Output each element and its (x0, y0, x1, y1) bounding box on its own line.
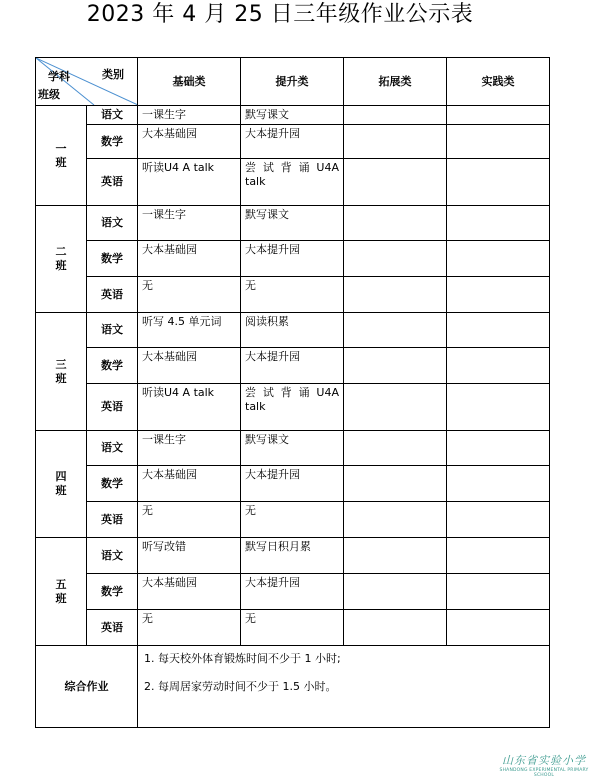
improve-task-line: talk (245, 400, 266, 413)
summary-item: 1. 每天校外体育锻炼时间不少于 1 小时; (144, 652, 341, 665)
improve-task-cell: 大本提升园 (241, 125, 344, 159)
class-name-cell: 三 班 (36, 313, 87, 431)
class-name-cell: 一 班 (36, 106, 87, 206)
extend-task-cell (344, 206, 447, 241)
basic-task-cell: 大本基础园 (138, 466, 241, 502)
basic-task-cell: 听写改错 (138, 538, 241, 574)
basic-task-cell: 一课生字 (138, 431, 241, 466)
practice-task-cell (447, 206, 550, 241)
basic-task-cell: 听写 4.5 单元词 (138, 313, 241, 348)
header-row (36, 58, 550, 106)
improve-task-cell: 默写课文 (241, 106, 344, 125)
col-header-extend: 拓展类 (344, 58, 447, 106)
practice-task-cell (447, 159, 550, 206)
summary-label: 综合作业 (36, 646, 138, 728)
practice-task-cell (447, 277, 550, 313)
practice-task-cell (447, 610, 550, 646)
improve-task-cell: 无 (241, 277, 344, 313)
improve-task-line: 尝 试 背 诵 U4A (245, 161, 339, 174)
extend-task-cell (344, 431, 447, 466)
class-name-cell: 五 班 (36, 538, 87, 646)
practice-task-cell (447, 125, 550, 159)
subject-cell: 数学 (87, 241, 138, 277)
basic-task-cell: 大本基础园 (138, 574, 241, 610)
basic-task-cell: 听读U4 A talk (138, 159, 241, 206)
basic-task-cell: 无 (138, 277, 241, 313)
extend-task-cell (344, 466, 447, 502)
extend-task-cell (344, 610, 447, 646)
table-row (36, 574, 550, 610)
extend-task-cell (344, 277, 447, 313)
practice-task-cell (447, 431, 550, 466)
table-row (36, 125, 550, 159)
improve-task-cell: 阅读积累 (241, 313, 344, 348)
practice-task-cell (447, 241, 550, 277)
subject-cell: 数学 (87, 466, 138, 502)
practice-task-cell (447, 106, 550, 125)
table-row (36, 502, 550, 538)
practice-task-cell (447, 466, 550, 502)
subject-cell: 英语 (87, 159, 138, 206)
improve-task-cell: 大本提升园 (241, 466, 344, 502)
school-logo (498, 752, 590, 778)
table-row (36, 466, 550, 502)
improve-task-cell: 默写课文 (241, 431, 344, 466)
improve-task-line: talk (245, 175, 266, 188)
basic-task-cell: 无 (138, 502, 241, 538)
subject-label: 学科 (48, 70, 70, 83)
corner-header-cell (36, 58, 138, 106)
table-row (36, 538, 550, 574)
homework-table (35, 57, 550, 728)
extend-task-cell (344, 241, 447, 277)
table-row (36, 348, 550, 384)
subject-cell: 英语 (87, 384, 138, 431)
table-row (36, 610, 550, 646)
basic-task-cell: 一课生字 (138, 106, 241, 125)
table-row (36, 159, 550, 206)
improve-task-cell: 默写课文 (241, 206, 344, 241)
extend-task-cell (344, 125, 447, 159)
summary-content (138, 646, 550, 728)
table-row (36, 431, 550, 466)
improve-task-cell: 大本提升园 (241, 348, 344, 384)
extend-task-cell (344, 384, 447, 431)
table-row (36, 241, 550, 277)
summary-item: 2. 每周居家劳动时间不少于 1.5 小时。 (144, 680, 337, 693)
improve-task-cell: 大本提升园 (241, 574, 344, 610)
practice-task-cell (447, 313, 550, 348)
extend-task-cell (344, 313, 447, 348)
extend-task-cell (344, 538, 447, 574)
summary-row (36, 646, 550, 728)
improve-task-line: 尝 试 背 诵 U4A (245, 386, 339, 399)
col-header-improve: 提升类 (241, 58, 344, 106)
subject-cell: 语文 (87, 206, 138, 241)
basic-task-cell: 一课生字 (138, 206, 241, 241)
basic-task-cell: 大本基础园 (138, 348, 241, 384)
basic-task-cell: 大本基础园 (138, 241, 241, 277)
practice-task-cell (447, 574, 550, 610)
school-logo-english: SHANDONG EXPERIMENTAL PRIMARY SCHOOL (499, 768, 589, 778)
practice-task-cell (447, 384, 550, 431)
subject-cell: 语文 (87, 106, 138, 125)
basic-task-cell: 大本基础园 (138, 125, 241, 159)
basic-task-cell: 无 (138, 610, 241, 646)
col-header-basic: 基础类 (138, 58, 241, 106)
class-name-cell: 四 班 (36, 431, 87, 538)
improve-task-cell: 大本提升园 (241, 241, 344, 277)
table-row (36, 313, 550, 348)
improve-task-cell (241, 159, 344, 206)
subject-cell: 语文 (87, 431, 138, 466)
extend-task-cell (344, 159, 447, 206)
basic-task-cell: 听读U4 A talk (138, 384, 241, 431)
subject-cell: 语文 (87, 538, 138, 574)
extend-task-cell (344, 348, 447, 384)
improve-task-cell: 无 (241, 610, 344, 646)
extend-task-cell (344, 574, 447, 610)
subject-cell: 英语 (87, 277, 138, 313)
school-logo-text: 山东省实验小学 (502, 754, 586, 767)
improve-task-cell: 默写日积月累 (241, 538, 344, 574)
subject-cell: 英语 (87, 502, 138, 538)
page-title: 2023 年 4 月 25 日三年级作业公示表 (86, 2, 474, 27)
practice-task-cell (447, 348, 550, 384)
subject-cell: 数学 (87, 348, 138, 384)
subject-cell: 数学 (87, 574, 138, 610)
extend-task-cell (344, 502, 447, 538)
class-name-cell: 二 班 (36, 206, 87, 313)
subject-cell: 数学 (87, 125, 138, 159)
col-header-practice: 实践类 (447, 58, 550, 106)
table-row (36, 106, 550, 125)
table-row (36, 206, 550, 241)
table-row (36, 277, 550, 313)
category-label: 类别 (102, 68, 124, 81)
improve-task-cell (241, 384, 344, 431)
table-row (36, 384, 550, 431)
improve-task-cell: 无 (241, 502, 344, 538)
extend-task-cell (344, 106, 447, 125)
subject-cell: 语文 (87, 313, 138, 348)
subject-cell: 英语 (87, 610, 138, 646)
practice-task-cell (447, 538, 550, 574)
class-label: 班级 (38, 88, 60, 101)
practice-task-cell (447, 502, 550, 538)
